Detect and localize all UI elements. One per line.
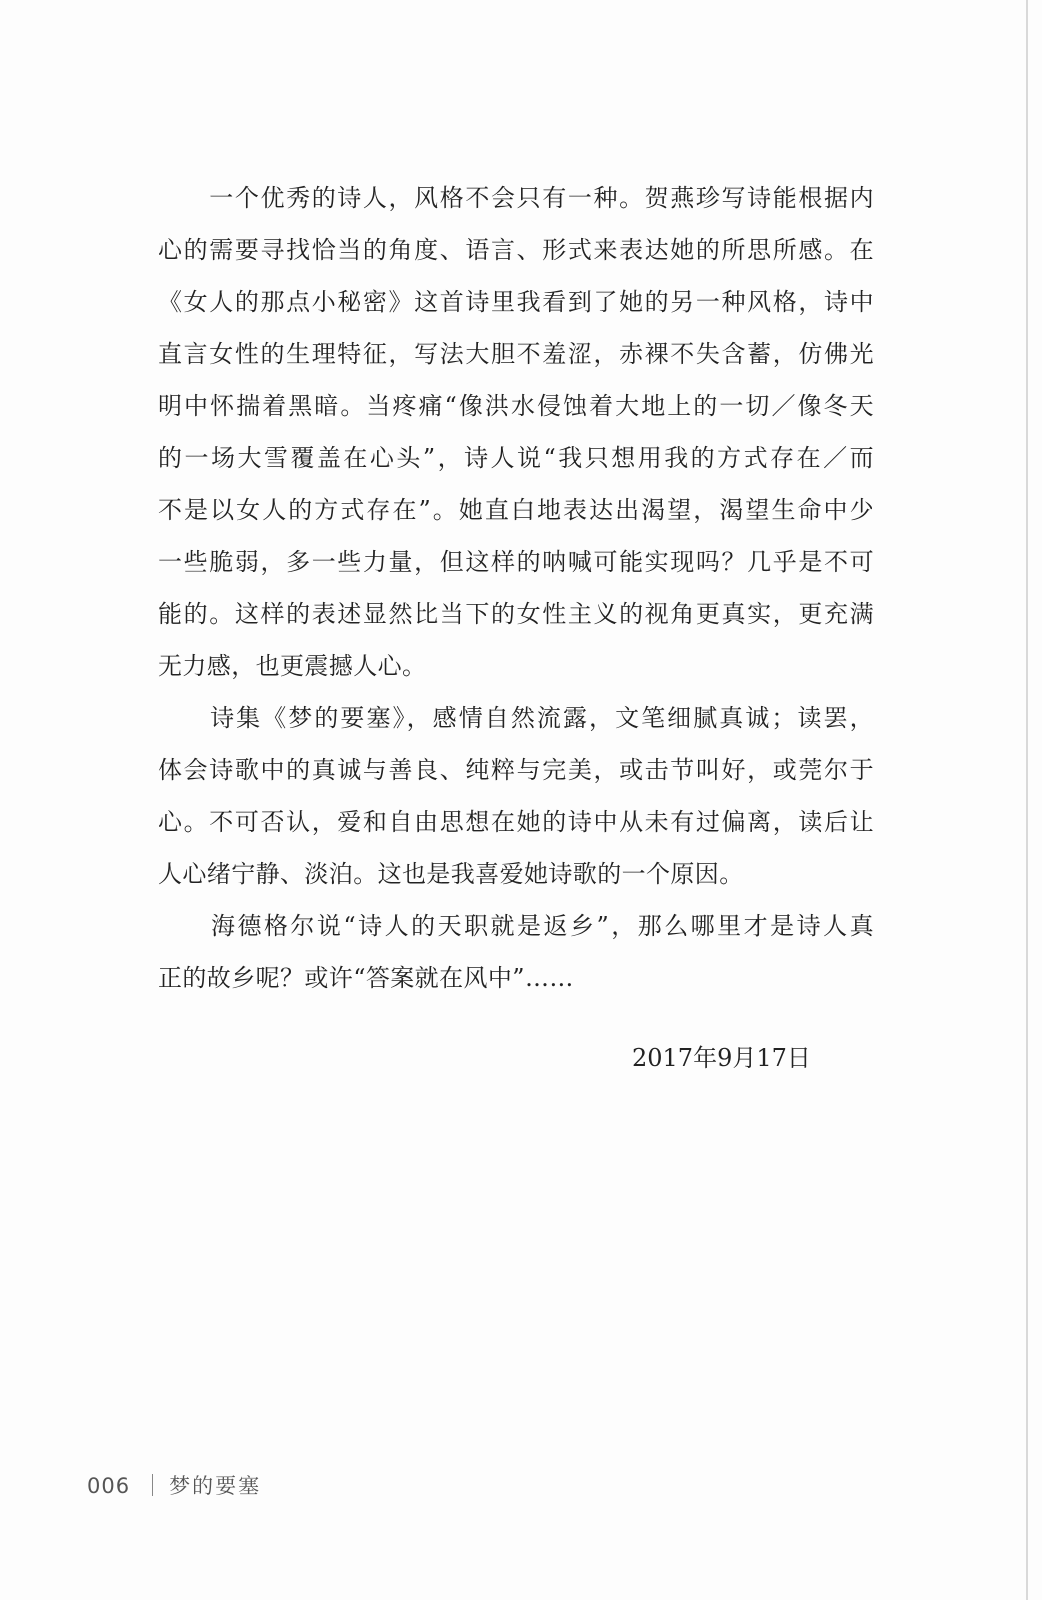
page-footer [87,1471,261,1501]
signature-date: 2017年9月17日 [632,1044,811,1072]
text-line: 一些脆弱，多一些力量，但这样的呐喊可能实现吗？几乎是不可 [158,548,874,576]
text-line: 直言女性的生理特征，写法大胆不羞涩，赤裸不失含蓄，仿佛光 [158,340,874,368]
text-line: 诗集《梦的要塞》，感情自然流露，文笔细腻真诚；读罢， [158,704,874,732]
text-line: 一个优秀的诗人，风格不会只有一种。贺燕珍写诗能根据内 [158,184,874,212]
page-edge [1026,0,1028,1600]
text-line: 心。不可否认，爱和自由思想在她的诗中从未有过偏离，读后让 [158,808,874,836]
text-line: 《女人的那点小秘密》这首诗里我看到了她的另一种风格，诗中 [158,288,874,316]
text-line: 正的故乡呢？或许“答案就在风中”…… [158,964,574,992]
footer-divider [152,1474,153,1496]
text-line: 心的需要寻找恰当的角度、语言、形式来表达她的所思所感。在 [158,236,874,264]
text-line: 无力感，也更震撼人心。 [158,652,427,680]
text-line: 海德格尔说“诗人的天职就是返乡”，那么哪里才是诗人真 [158,912,874,940]
page-number: 006 [87,1474,131,1498]
text-line: 人心绪宁静、淡泊。这也是我喜爱她诗歌的一个原因。 [158,860,744,888]
text-line: 能的。这样的表述显然比当下的女性主义的视角更真实，更充满 [158,600,874,628]
text-line: 体会诗歌中的真诚与善良、纯粹与完美，或击节叫好，或莞尔于 [158,756,874,784]
text-line: 的一场大雪覆盖在心头”，诗人说“我只想用我的方式存在／而 [158,444,874,472]
book-title: 梦的要塞 [169,1474,262,1498]
body-text [158,172,874,1004]
text-line: 明中怀揣着黑暗。当疼痛“像洪水侵蚀着大地上的一切／像冬天 [158,392,874,420]
text-line: 不是以女人的方式存在”。她直白地表达出渴望，渴望生命中少 [158,496,874,524]
